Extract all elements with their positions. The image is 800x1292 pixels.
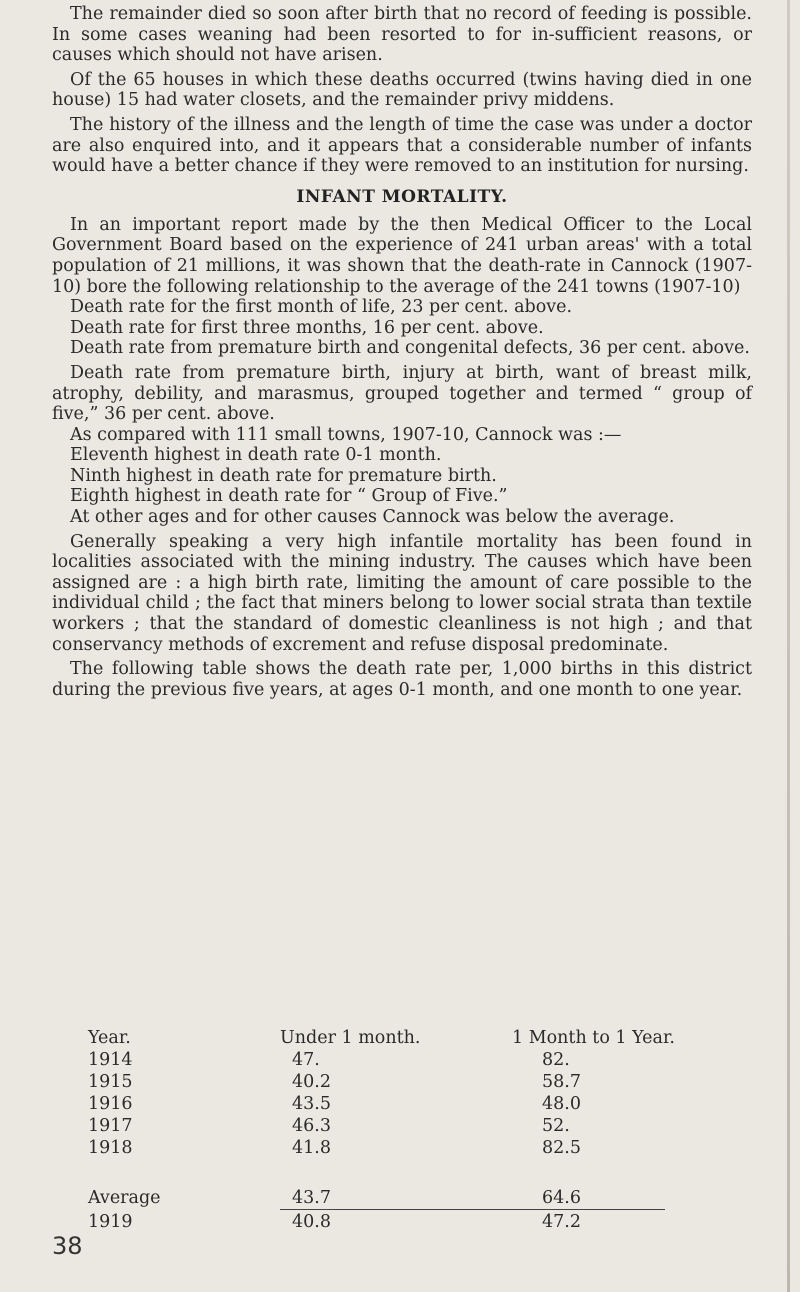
cell-year: 1918	[88, 1138, 133, 1158]
column-header-under-1-month: Under 1 month.	[280, 1028, 421, 1048]
column-header-1-month-to-1-year: 1 Month to 1 Year.	[512, 1028, 675, 1048]
table-row	[52, 1072, 752, 1092]
paragraph-group-of-five: Death rate from premature birth, injury at birth, want of breast milk, atrophy, debility, and marasmus, grouped together and termed “ group of five,” 36 per cent. above.	[52, 362, 752, 425]
paragraph-first-month: Death rate for the first month of life, 23 per cent. above.	[70, 297, 573, 318]
paragraph-report: In an important report made by the then Medical Officer to the Local Government Board based on the experience of 241 urban areas' with a total population of 21 millions, it was shown that the death-rate in Cannock (1907-10) bore the following relationship to the average of the 241 towns (1907-10)	[52, 214, 752, 297]
list-item: At other ages and for other causes Cannock was below the average.	[70, 507, 675, 528]
page-number: 38	[52, 1232, 83, 1260]
cell-year: 1916	[88, 1094, 133, 1114]
table-header-row	[52, 1028, 752, 1048]
table-row	[52, 1094, 752, 1114]
paragraph-feeding: The remainder died so soon after birth that no record of feeding is possible. In some cases weaning had been resorted to for in-sufficient reasons, or causes which should not have arisen.	[52, 4, 752, 66]
cell-1-month-to-1-year: 52.	[542, 1116, 570, 1136]
column-header-year: Year.	[88, 1028, 131, 1048]
table-row	[52, 1116, 752, 1136]
cell-under-1-month: 41.8	[292, 1138, 331, 1158]
table-row	[52, 1138, 752, 1158]
cell-year: 1917	[88, 1116, 133, 1136]
page-edge	[787, 0, 790, 1292]
table-divider	[280, 1209, 665, 1210]
list-item: Eleventh highest in death rate 0-1 month.	[70, 445, 442, 466]
text-column	[52, 0, 752, 700]
cell-under-1-month: 46.3	[292, 1116, 331, 1136]
cell-1-month-to-1-year: 48.0	[542, 1094, 581, 1114]
table-row	[52, 1050, 752, 1070]
cell-year: 1915	[88, 1072, 133, 1092]
paragraph-compared: As compared with 111 small towns, 1907-10, Cannock was :—	[70, 424, 622, 445]
list-item: Eighth highest in death rate for “ Group of Five.”	[70, 486, 508, 507]
paragraph-history: The history of the illness and the length of time the case was under a doctor are also enquired into, and it appears that a considerable number of infants would have a better chance if they were removed to an institution for nursing.	[52, 114, 752, 177]
cell-under-1-month: 43.7	[292, 1188, 331, 1208]
cell-year: 1914	[88, 1050, 133, 1070]
table-average-row	[52, 1188, 752, 1208]
cell-under-1-month: 47.	[292, 1050, 320, 1070]
cell-under-1-month: 43.5	[292, 1094, 331, 1114]
cell-year: 1919	[88, 1212, 133, 1232]
table-row	[52, 1212, 752, 1232]
paragraph-mining: Generally speaking a very high infantile mortality has been found in localities associated with the mining industry. The causes which have been assigned are : a high birth rate, limiting the amount of care possible to the individual child ; the fact that miners belong to lower social strata than textile workers ; that the standard of domestic cleanliness is not high ; and that conservancy methods of excrement and refuse disposal predominate.	[52, 531, 752, 655]
document-page	[52, 0, 784, 1292]
cell-1-month-to-1-year: 82.5	[542, 1138, 581, 1158]
cell-average-label: Average	[88, 1188, 161, 1208]
cell-1-month-to-1-year: 47.2	[542, 1212, 581, 1232]
cell-1-month-to-1-year: 82.	[542, 1050, 570, 1070]
paragraph-houses: Of the 65 houses in which these deaths occurred (twins having died in one house) 15 had water closets, and the remainder privy middens.	[52, 69, 752, 111]
paragraph-table-intro: The following table shows the death rate per, 1,000 births in this district during the previous five years, at ages 0-1 month, and one month to one year.	[52, 659, 752, 700]
cell-1-month-to-1-year: 58.7	[542, 1072, 581, 1092]
cell-under-1-month: 40.8	[292, 1212, 331, 1232]
ranking-list	[52, 445, 752, 527]
section-heading: INFANT MORTALITY.	[296, 186, 508, 207]
cell-under-1-month: 40.2	[292, 1072, 331, 1092]
paragraph-three-months: Death rate for first three months, 16 per cent. above.	[70, 317, 544, 338]
paragraph-premature: Death rate from premature birth and congenital defects, 36 per cent. above.	[70, 338, 750, 359]
cell-1-month-to-1-year: 64.6	[542, 1188, 581, 1208]
list-item: Ninth highest in death rate for premature birth.	[70, 465, 497, 486]
